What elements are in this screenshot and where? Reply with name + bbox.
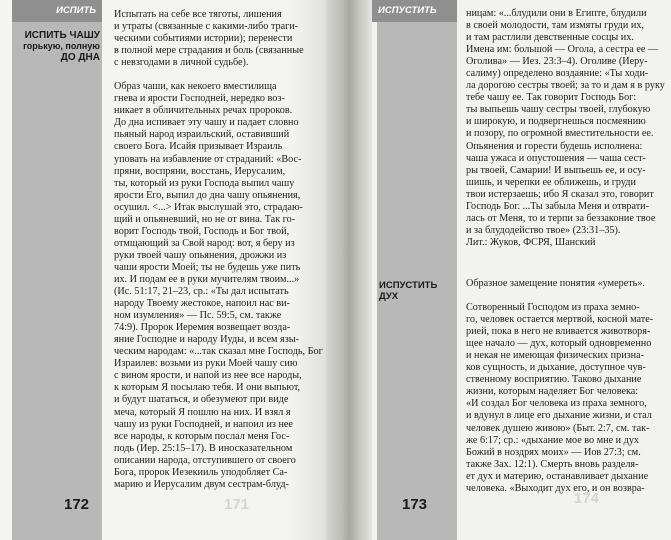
text-line: все народы, к которым послал меня Гос-: [114, 430, 290, 442]
text-line: ческими событиями истории); перенести: [114, 33, 293, 45]
entry-heading-ispit-chashu: [14, 30, 100, 63]
text-line: щее начало — дух, который одновременно: [466, 338, 652, 350]
text-line: ры твоей, Самарии! И выпьешь ее, и осу-: [466, 164, 646, 176]
text-line: Имена им: большой — Огола, а сестра ее —: [466, 44, 659, 56]
entry-subtitle: горькую, полную: [23, 41, 100, 51]
text-line: ном изумления» — Пс. 59:5, см. также: [114, 310, 282, 322]
text-line: Образное замещение понятия «умереть».: [466, 278, 645, 289]
text-line: описании народа, отступившего от своего: [114, 454, 296, 466]
text-line: человек душею живою» (Быт. 2:7, см. так-: [466, 422, 650, 434]
paragraph-gap: [114, 69, 326, 81]
text-line: также Зах. 12:1). Смерть вновь разделя-: [466, 458, 639, 470]
text-line: и вдунул в лице его дыхание жизни, и стал: [466, 410, 652, 422]
text-line: подь (Иер. 25:15–17). В иносказательном: [114, 442, 293, 454]
text-line: Израилев: возьми из руки Моей чашу сию: [114, 358, 298, 370]
text-line: Сотворенный Господом из праха земно-: [466, 302, 640, 314]
text-line: руки твоей чашу опьянения, дрожжи из: [114, 249, 287, 261]
text-line: ственному восприятию. Таково дыхание: [466, 374, 642, 386]
right-body-text-entry: [466, 278, 666, 495]
paragraph-gap: [466, 290, 666, 302]
text-line: яние Господне и народу Иуды, и всем язы-: [114, 334, 299, 346]
text-line: ков сущность, и дыхание, доступное чув-: [466, 362, 646, 374]
text-line: осушил. <...> Итак выслушай это, страдаю-: [114, 201, 303, 213]
text-line: салиму) определено воздаяние: «Ты ходи-: [466, 68, 649, 80]
page-number: 172: [64, 496, 90, 513]
text-line: уповать на избавление от страданий: «Вос-: [114, 153, 302, 165]
text-line: лась от Меня, то и терпи за беззаконие твое: [466, 212, 656, 224]
entry-subtitle-2: ДО ДНА: [60, 52, 100, 63]
text-line: и утраты (связанные с какими-либо траги-: [114, 21, 299, 33]
text-line: и будут шататься, и обезумеют при виде: [114, 394, 289, 406]
text-line: и там растлили девственные сосцы их.: [466, 32, 634, 44]
left-running-head: ИСПИТЬ: [12, 0, 102, 22]
bleed-through-page-number: 171: [224, 496, 250, 513]
text-line: и некая не имеющая физических призна-: [466, 350, 645, 362]
text-line: ческим народам: «...так сказал мне Господь, Бог: [114, 346, 323, 358]
text-line: шишь, и черепки ее оближешь, и груди: [466, 176, 636, 188]
text-line: Божий в ноздрях моих» — Иов 27:3; см.: [466, 446, 641, 458]
text-line: и широкую, и подвергнешься посмеянию: [466, 116, 646, 128]
text-line: пряни, воспряни, восстань, Иерусалим,: [114, 165, 286, 177]
text-line: 74:9). Пророк Иеремия возвещает возда-: [114, 322, 291, 334]
text-line: ла дорогою сестры твоей; за то и дам я в руку: [466, 80, 665, 92]
text-line: рией, пока в него не вливается животворя-: [466, 326, 651, 338]
text-line: щий и опьяневший, но не от вина. Так го-: [114, 213, 296, 225]
left-margin-band: [12, 0, 102, 540]
text-line: Оголива» — Иез. 23:3–4). Оголиве (Иеру-: [466, 56, 648, 68]
text-line: гнева и ярости Господней, нередко воз-: [114, 93, 285, 105]
text-line: тебе чашу ее. Так говорит Господь Бог:: [466, 92, 637, 104]
entry-title: ИСПИТЬ ЧАШУ: [24, 30, 100, 41]
text-line: Бога, пророк Иезекииль уподобляет Са-: [114, 466, 288, 478]
text-line: с вином ярости, и напой из нее все народы,: [114, 370, 302, 382]
text-line: чашу из руки Господней, и напоил из нее: [114, 418, 293, 430]
text-line: никает в обличительных речах пророков.: [114, 105, 293, 117]
text-line: «И создал Бог человека из праха земного,: [466, 398, 647, 410]
text-line: Испытать на себе все тяготы, лишения: [114, 9, 282, 20]
text-line: Образ чаши, как некоего вместилища: [114, 81, 277, 93]
text-line: их. И подам ее в руки мучителям твоим...»: [114, 273, 300, 285]
text-line: ярости Его, выпил до дна чашу опьянения,: [114, 189, 301, 201]
text-line: же 6:17; ср.: «дыхание мое во мне и дух: [466, 434, 640, 446]
left-body-text: [114, 9, 326, 491]
text-line: в полной мере страдания и боль (связанные: [114, 45, 304, 57]
text-line: Господь Бог. ...Ты забыла Меня и отврати-: [466, 200, 650, 212]
text-line: своего Бога. Исайя призывает Израиль: [114, 141, 283, 153]
text-line: чаша ужаса и опустошения — чаша сест-: [466, 152, 646, 164]
text-line: ты, который из руки Господа выпил чашу: [114, 177, 295, 189]
text-line: марию и Иерусалим двум сестрам-блуд-: [114, 478, 289, 490]
text-line: чаши ярости Моей; ты не будешь уже пить: [114, 261, 301, 273]
text-line: и позору, по огромной вместительности ее.: [466, 128, 654, 140]
text-line: отмщающий за Свой народ: вот, я беру из: [114, 237, 295, 249]
text-line: ты выпьешь чашу сестры твоей, глубокую: [466, 104, 651, 116]
right-margin-band: [377, 0, 457, 540]
text-line: к которым Я посылаю тебя. И они выпьют,: [114, 382, 301, 394]
text-line: ворит Господь твой, Господь и Бог твой,: [114, 225, 290, 237]
text-line: и за блудодейство твое» (23:31–35).: [466, 224, 621, 236]
page-number: 173: [402, 496, 428, 513]
text-line: Лит.: Жуков, ФСРЯ, Шанский: [466, 236, 596, 248]
text-line: го, человек остается мертвой, косной мате-: [466, 314, 654, 326]
text-line: До дна испивает эту чашу и падает словно: [114, 117, 299, 129]
text-line: пьяный народ израильский, оставивший: [114, 129, 290, 141]
text-line: с невзгодами в личной судьбе).: [114, 57, 249, 69]
entry-heading-ispustit-dukh: [379, 280, 455, 302]
text-line: ет дух и материю, останавливает дыхание: [466, 470, 649, 482]
text-line: твои истерзаешь; ибо Я сказал это, говорит: [466, 188, 654, 200]
text-line: меча, который Я пошлю на них. И взял я: [114, 406, 291, 418]
text-line: (Ис. 51:17, 21–23, ср.: «Ты дал испытать: [114, 286, 289, 298]
right-running-head: ИСПУСТИТЬ: [372, 0, 457, 22]
text-line: народу Твоему жестокое, напоил нас ви-: [114, 298, 291, 310]
text-line: ницам: «...блудили они в Египте, блудили: [466, 8, 647, 19]
text-line: жизни, которым наделяет Бог человека:: [466, 386, 639, 398]
entry-title: ИСПУСТИТЬ ДУХ: [379, 280, 438, 302]
text-line: Опьянения и горести будешь исполнена:: [466, 140, 643, 152]
text-line: в своей молодости, там измяты груди их,: [466, 20, 644, 32]
book-gutter: [326, 0, 372, 540]
right-body-text-continuation: [466, 8, 666, 249]
text-line: человека. «Выходит дух его, и он возвра-: [466, 482, 645, 494]
bleed-through-page-number: 174: [574, 490, 600, 507]
